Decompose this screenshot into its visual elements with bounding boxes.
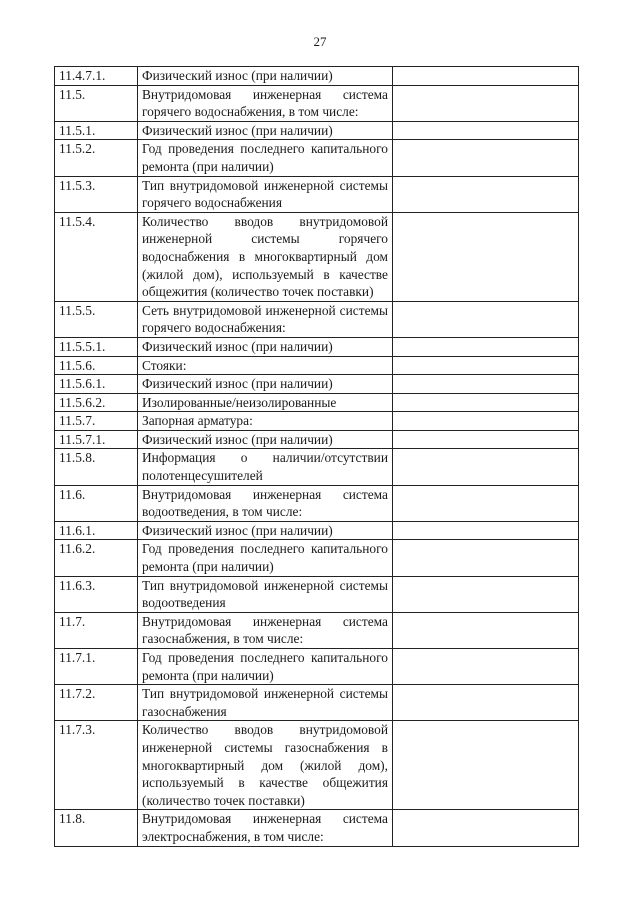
item-number: 11.7.	[55, 612, 138, 648]
item-value-cell	[393, 721, 579, 810]
table-row	[55, 521, 579, 540]
item-value-cell	[393, 85, 579, 121]
item-description: Год проведения последнего капитального ремонта (при наличии)	[138, 140, 393, 176]
item-description: Тип внутридомовой инженерной системы водоотведения	[138, 576, 393, 612]
item-description: Физический износ (при наличии)	[138, 521, 393, 540]
table-row	[55, 301, 579, 337]
item-description: Запорная арматура:	[138, 412, 393, 431]
item-description: Количество вводов внутридомовой инженерной системы горячего водоснабжения в многоквартирный дом (жилой дом), используемый в качестве общежития (количество точек поставки)	[138, 212, 393, 301]
table-row	[55, 85, 579, 121]
item-description: Внутридомовая инженерная система электроснабжения, в том числе:	[138, 810, 393, 846]
item-description: Физический износ (при наличии)	[138, 337, 393, 356]
item-value-cell	[393, 521, 579, 540]
item-value-cell	[393, 430, 579, 449]
item-number: 11.5.6.1.	[55, 375, 138, 394]
item-number: 11.6.1.	[55, 521, 138, 540]
item-description: Информация о наличии/отсутствии полотенцесушителей	[138, 449, 393, 485]
table-row	[55, 356, 579, 375]
item-number: 11.5.4.	[55, 212, 138, 301]
item-number: 11.7.3.	[55, 721, 138, 810]
item-number: 11.7.1.	[55, 649, 138, 685]
item-number: 11.6.3.	[55, 576, 138, 612]
item-number: 11.6.	[55, 485, 138, 521]
item-number: 11.6.2.	[55, 540, 138, 576]
item-value-cell	[393, 412, 579, 431]
item-value-cell	[393, 212, 579, 301]
item-description: Сеть внутридомовой инженерной системы горячего водоснабжения:	[138, 301, 393, 337]
item-number: 11.8.	[55, 810, 138, 846]
item-description: Количество вводов внутридомовой инженерной системы газоснабжения в многоквартирный дом (жилой дом), используемый в качестве общежития (количество точек поставки)	[138, 721, 393, 810]
item-number: 11.5.	[55, 85, 138, 121]
table-row	[55, 649, 579, 685]
item-number: 11.5.7.	[55, 412, 138, 431]
table-row	[55, 212, 579, 301]
document-table	[54, 66, 579, 847]
table-row	[55, 375, 579, 394]
item-value-cell	[393, 337, 579, 356]
table-body	[55, 67, 579, 847]
item-description: Физический износ (при наличии)	[138, 67, 393, 86]
table-row	[55, 412, 579, 431]
item-value-cell	[393, 67, 579, 86]
item-description: Стояки:	[138, 356, 393, 375]
table-row	[55, 576, 579, 612]
page-number: 27	[313, 34, 327, 49]
item-number: 11.5.5.	[55, 301, 138, 337]
item-number: 11.5.3.	[55, 176, 138, 212]
table-row	[55, 540, 579, 576]
item-description: Внутридомовая инженерная система газоснабжения, в том числе:	[138, 612, 393, 648]
table-row	[55, 67, 579, 86]
table-row	[55, 140, 579, 176]
table-row	[55, 685, 579, 721]
item-number: 11.5.2.	[55, 140, 138, 176]
item-description: Год проведения последнего капитального ремонта (при наличии)	[138, 540, 393, 576]
item-value-cell	[393, 540, 579, 576]
item-value-cell	[393, 121, 579, 140]
item-description: Внутридомовая инженерная система горячего водоснабжения, в том числе:	[138, 85, 393, 121]
table-row	[55, 176, 579, 212]
item-value-cell	[393, 612, 579, 648]
item-value-cell	[393, 810, 579, 846]
item-description: Физический износ (при наличии)	[138, 430, 393, 449]
item-value-cell	[393, 576, 579, 612]
item-description: Физический износ (при наличии)	[138, 375, 393, 394]
table-row	[55, 121, 579, 140]
item-number: 11.7.2.	[55, 685, 138, 721]
table-row	[55, 430, 579, 449]
item-value-cell	[393, 685, 579, 721]
item-value-cell	[393, 649, 579, 685]
item-value-cell	[393, 356, 579, 375]
item-number: 11.5.6.	[55, 356, 138, 375]
item-number: 11.5.1.	[55, 121, 138, 140]
item-number: 11.4.7.1.	[55, 67, 138, 86]
item-description: Физический износ (при наличии)	[138, 121, 393, 140]
item-value-cell	[393, 485, 579, 521]
item-description: Изолированные/неизолированные	[138, 393, 393, 412]
item-number: 11.5.7.1.	[55, 430, 138, 449]
table-row	[55, 449, 579, 485]
item-description: Тип внутридомовой инженерной системы газоснабжения	[138, 685, 393, 721]
table-row	[55, 393, 579, 412]
item-value-cell	[393, 140, 579, 176]
table-row	[55, 810, 579, 846]
item-value-cell	[393, 449, 579, 485]
item-value-cell	[393, 393, 579, 412]
item-description: Тип внутридомовой инженерной системы горячего водоснабжения	[138, 176, 393, 212]
item-number: 11.5.8.	[55, 449, 138, 485]
item-description: Внутридомовая инженерная система водоотведения, в том числе:	[138, 485, 393, 521]
item-value-cell	[393, 176, 579, 212]
item-value-cell	[393, 375, 579, 394]
table-row	[55, 721, 579, 810]
item-value-cell	[393, 301, 579, 337]
item-number: 11.5.6.2.	[55, 393, 138, 412]
item-number: 11.5.5.1.	[55, 337, 138, 356]
item-description: Год проведения последнего капитального ремонта (при наличии)	[138, 649, 393, 685]
table-row	[55, 612, 579, 648]
table-row	[55, 337, 579, 356]
table-row	[55, 485, 579, 521]
